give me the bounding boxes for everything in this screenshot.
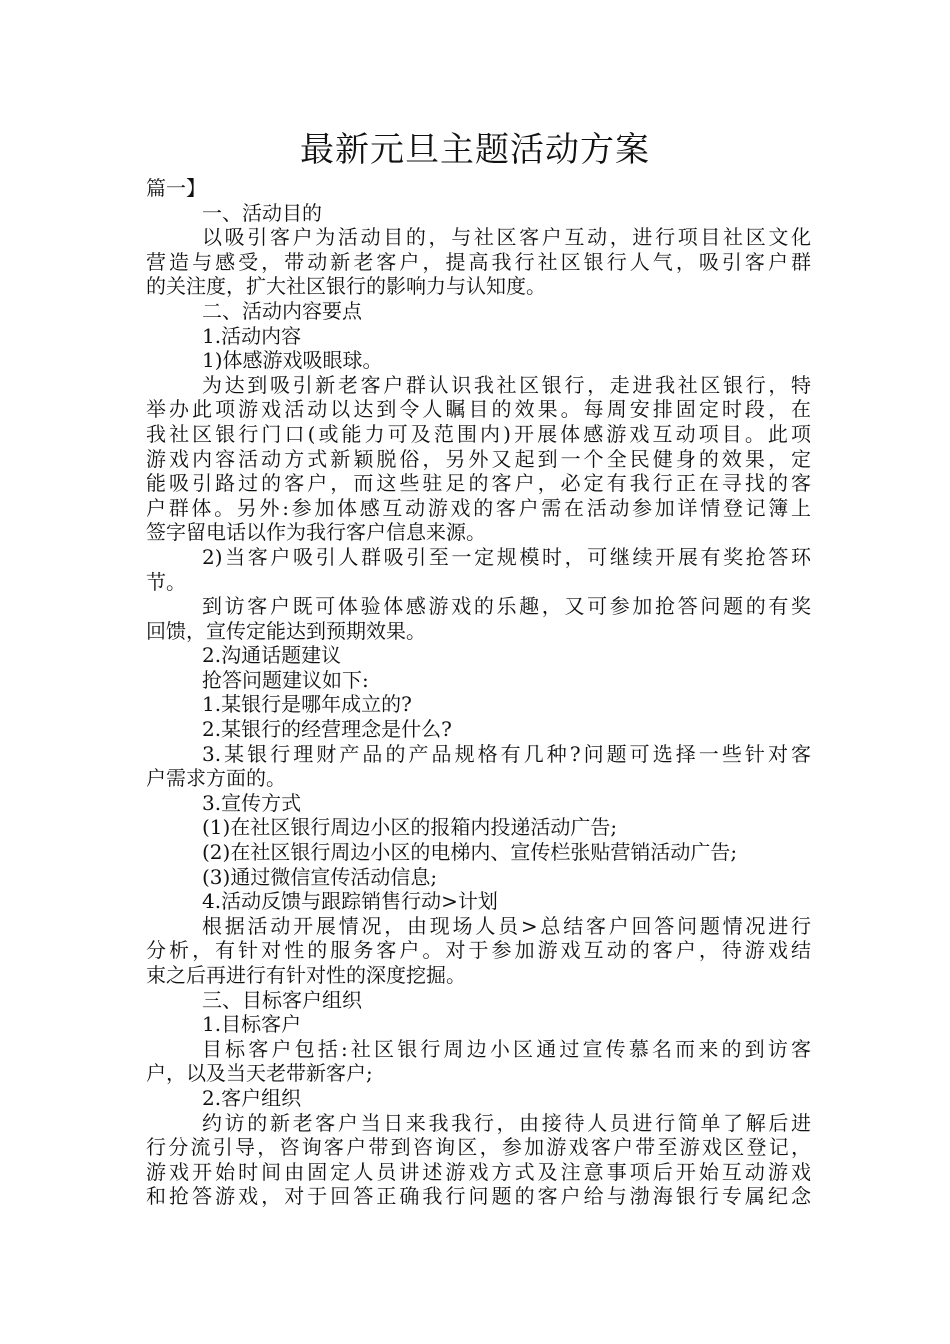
text-line: 节。 bbox=[146, 569, 186, 594]
text-line: 回馈，宣传定能达到预期效果。 bbox=[146, 618, 426, 643]
text-line: 根据活动开展情况，由现场人员>总结客户回答问题情况进行 bbox=[202, 913, 811, 938]
text-line: 到访客户既可体验体感游戏的乐趣，又可参加抢答问题的有奖 bbox=[202, 594, 811, 619]
text-line: 签字留电话以作为我行客户信息来源。 bbox=[146, 520, 486, 545]
text-line: 1.活动内容 bbox=[202, 323, 302, 348]
text-line: 为达到吸引新老客户群认识我社区银行，走进我社区银行，特 bbox=[202, 372, 811, 397]
text-line: (3)通过微信宣传活动信息; bbox=[202, 864, 438, 889]
text-line: 户，以及当天老带新客户; bbox=[146, 1061, 373, 1086]
text-line: 我社区银行门口(或能力可及范围内)开展体感游戏互动项目。此项 bbox=[146, 421, 811, 446]
text-line: 2.沟通话题建议 bbox=[202, 643, 342, 668]
document-body bbox=[146, 176, 811, 1209]
text-line: 4.活动反馈与跟踪销售行动>计划 bbox=[202, 889, 498, 914]
text-line: 1.某银行是哪年成立的? bbox=[202, 692, 412, 717]
text-line: 目标客户包括:社区银行周边小区通过宣传慕名而来的到访客 bbox=[202, 1036, 811, 1061]
document-title: 最新元旦主题活动方案 bbox=[300, 130, 650, 170]
text-line: 行分流引导，咨询客户带到咨询区，参加游戏客户带至游戏区登记， bbox=[146, 1135, 811, 1160]
text-line: 举办此项游戏活动以达到令人瞩目的效果。每周安排固定时段，在 bbox=[146, 397, 811, 422]
text-line: 篇一】 bbox=[146, 176, 206, 200]
text-line: 的关注度，扩大社区银行的影响力与认知度。 bbox=[146, 274, 546, 299]
text-line: 游戏开始时间由固定人员讲述游戏方式及注意事项后开始互动游戏 bbox=[146, 1159, 811, 1184]
text-line: 能吸引路过的客户，而这些驻足的客户，必定有我行正在寻找的客 bbox=[146, 471, 811, 496]
text-line: (2)在社区银行周边小区的电梯内、宣传栏张贴营销活动广告; bbox=[202, 840, 738, 865]
text-line: 户群体。另外:参加体感互动游戏的客户需在活动参加详情登记簿上 bbox=[146, 495, 811, 520]
text-line: 和抢答游戏，对于回答正确我行问题的客户给与渤海银行专属纪念 bbox=[146, 1184, 811, 1209]
text-line: 营造与感受，带动新老客户，提高我行社区银行人气，吸引客户群 bbox=[146, 249, 811, 274]
text-line: 分析，有针对性的服务客户。对于参加游戏互动的客户，待游戏结 bbox=[146, 938, 811, 963]
text-line: 户需求方面的。 bbox=[146, 766, 286, 791]
text-line: 一、活动目的 bbox=[202, 200, 322, 225]
text-line: 3.宣传方式 bbox=[202, 790, 302, 815]
text-line: 2.某银行的经营理念是什么? bbox=[202, 717, 452, 742]
text-line: (1)在社区银行周边小区的报箱内投递活动广告; bbox=[202, 815, 618, 840]
text-line: 1)体感游戏吸眼球。 bbox=[202, 348, 383, 373]
text-line: 约访的新老客户当日来我我行，由接待人员进行简单了解后进 bbox=[202, 1110, 811, 1135]
text-line: 三、目标客户组织 bbox=[202, 987, 362, 1012]
text-line: 束之后再进行有针对性的深度挖掘。 bbox=[146, 963, 466, 987]
text-line: 游戏内容活动方式新颖脱俗，另外又起到一个全民健身的效果，定 bbox=[146, 446, 811, 471]
text-line: 1.目标客户 bbox=[202, 1012, 302, 1037]
text-line: 二、活动内容要点 bbox=[202, 298, 362, 323]
text-line: 抢答问题建议如下: bbox=[202, 667, 369, 692]
text-line: 2.客户组织 bbox=[202, 1085, 302, 1110]
text-line: 2)当客户吸引人群吸引至一定规模时，可继续开展有奖抢答环 bbox=[202, 544, 811, 569]
text-line: 3.某银行理财产品的产品规格有几种?问题可选择一些针对客 bbox=[202, 741, 811, 766]
text-line: 以吸引客户为活动目的，与社区客户互动，进行项目社区文化 bbox=[202, 225, 811, 250]
